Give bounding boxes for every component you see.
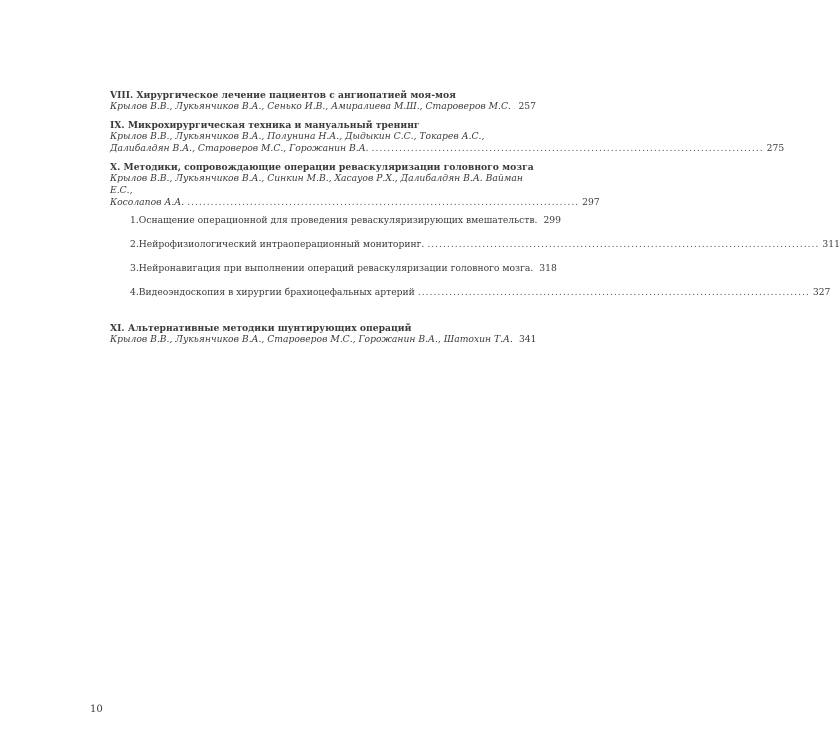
chapter-authors-line — [110, 143, 785, 155]
dot-leader — [514, 101, 516, 113]
chapter-authors-line: Крылов В.В., Лукьянчиков В.А., Полунина Н.А., Дыдыкин С.С., Токарев А.С., — [110, 131, 485, 142]
dot-leader: .................................................................................................... — [371, 143, 764, 154]
chapter-ix — [110, 120, 785, 155]
page-ref: 297 — [582, 197, 600, 208]
authors-text: Крылов В.В., Лукьянчиков В.А., Староверов М.С., Горожанин В.А., Шатохин Т.А. — [110, 334, 513, 345]
chapter-title: IX. Микрохирургическая техника и мануальный тренинг — [110, 120, 420, 131]
chapter-authors-line — [110, 334, 536, 346]
chapter-authors-line: Крылов В.В., Лукьянчиков В.А., Синкин М.В., Хасауов Р.Х., Далибалдян В.А. Вайман Е.С., — [110, 173, 523, 196]
page-ref: 327 — [812, 287, 831, 298]
subsection-title: Нейрофизиологический интраоперационный мониторинг. — [138, 239, 425, 250]
spacer — [110, 311, 536, 323]
subsection-number: 1. — [130, 215, 139, 226]
subsection-item — [130, 263, 557, 275]
page-ref: 275 — [766, 143, 785, 154]
dot-leader: .................................................................................................... — [187, 197, 580, 208]
subsection-title: Видеоэндоскопия в хирургии брахиоцефальных артерий — [138, 287, 415, 298]
chapter-authors-line — [110, 101, 536, 113]
page-number: 10 — [90, 704, 103, 715]
authors-text: Далибалдян В.А., Староверов М.С., Горожанин В.А. — [110, 143, 369, 154]
subsection-number: 4. — [130, 287, 139, 298]
authors-text: Косолапов А.А. — [110, 197, 185, 208]
page-ref: 299 — [543, 215, 561, 226]
dot-leader: .................................................................................................... — [427, 239, 820, 250]
subsection-title: Нейронавигация при выполнении операций реваскуляризации головного мозга. — [138, 263, 534, 274]
page-ref: 341 — [518, 334, 537, 345]
dot-leader: .................................................................................................... — [417, 287, 810, 298]
chapter-title: VIII. Хирургическое лечение пациентов с ангиопатией моя-моя — [110, 90, 456, 101]
page-ref: 318 — [539, 263, 557, 274]
authors-text: Крылов В.В., Лукьянчиков В.А., Сенько И.В., Амиралиева М.Ш., Староверов М.С. — [110, 101, 511, 112]
subsection-item — [130, 239, 840, 251]
subsection-list — [110, 215, 840, 299]
chapter-authors-line — [110, 197, 600, 209]
subsection-item — [130, 287, 831, 299]
subsection-item — [130, 215, 561, 227]
chapter-x — [110, 162, 840, 299]
page-ref: 311 — [822, 239, 840, 250]
page-ref: 257 — [518, 101, 536, 112]
subsection-title: Оснащение операционной для проведения реваскуляризирующих вмешательств. — [138, 215, 538, 226]
subsection-number: 3. — [130, 263, 139, 274]
chapter-title: X. Методики, сопровождающие операции реваскуляризации головного мозга — [110, 162, 534, 173]
table-of-contents — [110, 90, 840, 353]
subsection-number: 2. — [130, 239, 139, 250]
chapter-title: XI. Альтернативные методики шунтирующих операций — [110, 323, 412, 334]
chapter-viii — [110, 90, 536, 113]
chapter-xi — [110, 323, 536, 346]
